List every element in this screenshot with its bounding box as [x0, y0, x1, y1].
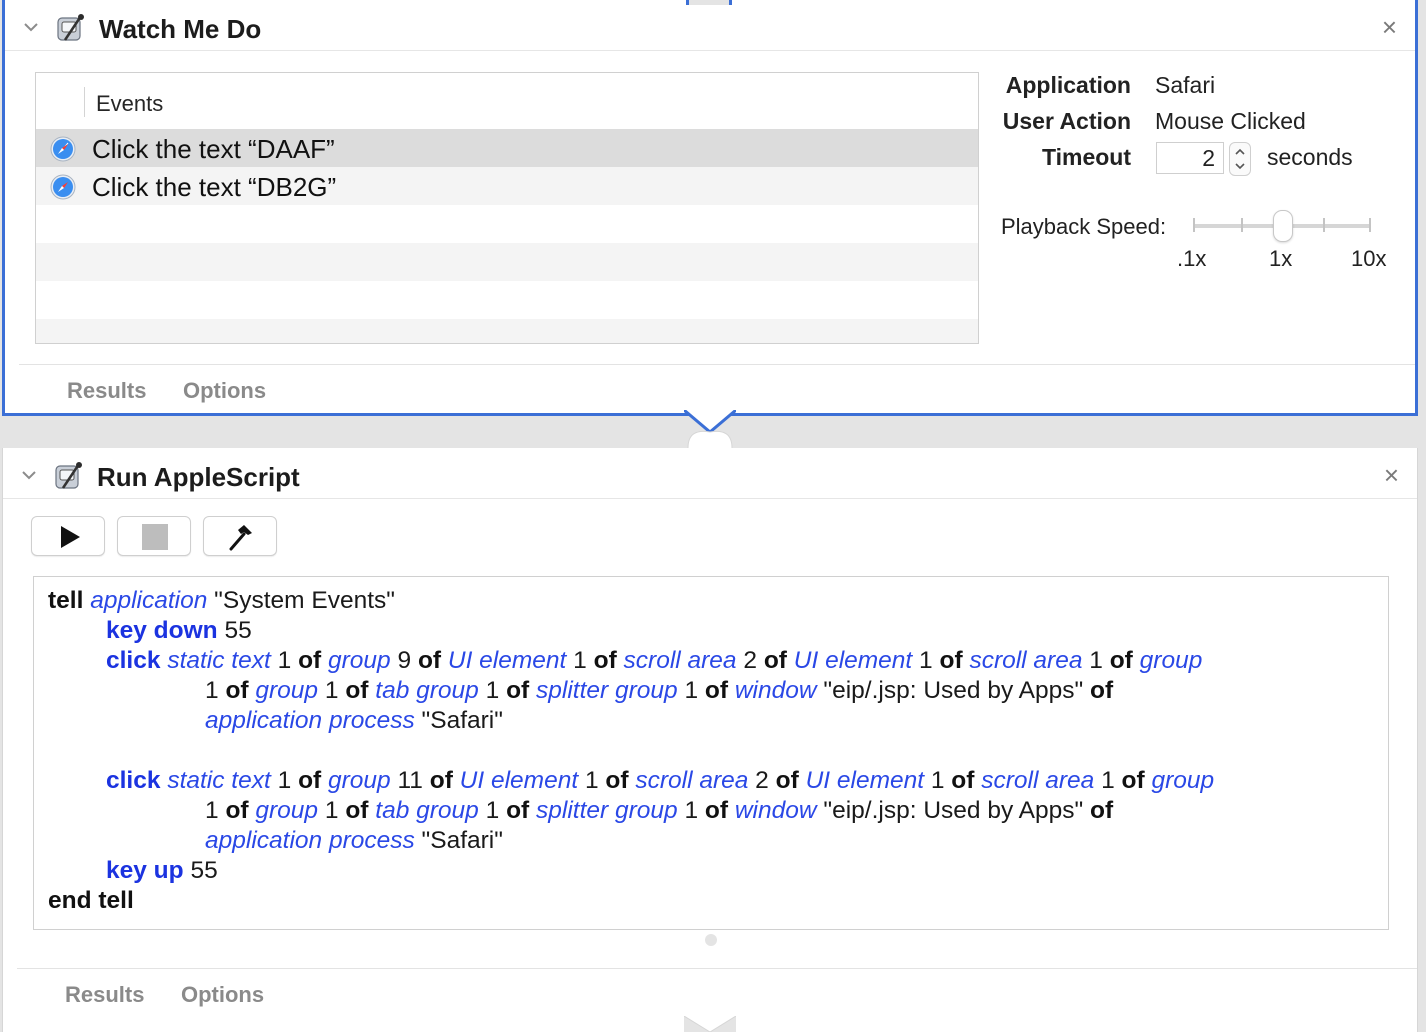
event-label: Click the text “DB2G” — [92, 172, 337, 202]
footer-divider — [17, 968, 1417, 969]
automator-robot-icon — [55, 12, 87, 44]
events-header-label: Events — [96, 91, 164, 116]
stop-button[interactable] — [117, 516, 191, 556]
code-line: click static text 1 of group 9 of UI element 1 of scroll area 2 of UI element 1 of scroll area 1 of group — [106, 647, 1203, 674]
application-label: Application — [1005, 72, 1131, 98]
action-footer — [5, 364, 1415, 412]
empty-row — [36, 205, 978, 243]
code-line: application process "Safari" — [205, 707, 503, 734]
action-connector — [684, 1016, 736, 1032]
timeout-unit: seconds — [1267, 144, 1353, 170]
action-header — [3, 448, 1417, 504]
event-properties — [1001, 70, 1401, 178]
timeout-row — [1001, 142, 1401, 178]
compile-hammer-icon — [226, 523, 256, 551]
footer-divider — [19, 364, 1415, 365]
safari-icon — [50, 136, 76, 162]
action-title: Watch Me Do — [99, 14, 262, 44]
event-label: Click the text “DAAF” — [92, 134, 335, 164]
application-value: Safari — [1155, 72, 1216, 98]
close-icon[interactable]: × — [1383, 460, 1399, 490]
event-row[interactable] — [36, 167, 978, 205]
timeout-field[interactable]: 2 — [1156, 142, 1224, 174]
results-tab[interactable]: Results — [67, 378, 147, 403]
speed-mid-label: 1x — [1269, 246, 1293, 271]
speed-max-label: 10x — [1351, 246, 1387, 271]
speed-min-label: .1x — [1177, 246, 1207, 271]
header-divider — [3, 498, 1417, 499]
code-line: end tell — [48, 887, 134, 914]
code-line: 1 of group 1 of tab group 1 of splitter group 1 of window "eip/.jsp: Used by Apps" of — [205, 797, 1114, 824]
run-applescript-action[interactable] — [2, 448, 1418, 1032]
empty-row — [36, 281, 978, 319]
action-header — [5, 0, 1415, 56]
code-line: application process "Safari" — [205, 827, 503, 854]
playback-speed-thumb[interactable] — [1273, 210, 1293, 242]
timeout-stepper[interactable] — [1229, 142, 1251, 176]
empty-row — [36, 243, 978, 281]
events-table[interactable] — [35, 72, 979, 344]
stop-icon — [140, 523, 170, 551]
slider-tick — [1369, 218, 1371, 232]
chevron-up-icon[interactable] — [1234, 147, 1246, 157]
run-button[interactable] — [31, 516, 105, 556]
options-tab[interactable]: Options — [183, 378, 267, 403]
safari-icon — [50, 174, 76, 200]
action-connector — [684, 410, 736, 448]
applescript-editor[interactable] — [33, 576, 1389, 930]
chevron-down-icon[interactable] — [1234, 161, 1246, 171]
code-line: key up 55 — [106, 857, 218, 884]
application-row — [1001, 70, 1401, 106]
results-tab[interactable]: Results — [65, 982, 145, 1007]
timeout-label: Timeout — [1041, 144, 1131, 170]
top-connector-gap — [686, 0, 732, 5]
chevron-down-icon[interactable] — [22, 18, 40, 36]
playback-speed-label: Playback Speed: — [1001, 214, 1167, 239]
code-line: 1 of group 1 of tab group 1 of splitter group 1 of window "eip/.jsp: Used by Apps" of — [205, 677, 1114, 704]
code-line: tell application "System Events" — [48, 587, 395, 614]
column-separator — [84, 87, 85, 117]
automator-robot-icon — [53, 460, 85, 492]
slider-tick — [1241, 218, 1243, 232]
chevron-down-icon[interactable] — [20, 466, 38, 484]
close-icon[interactable]: × — [1381, 12, 1397, 42]
event-row[interactable] — [36, 129, 978, 167]
slider-tick — [1323, 218, 1325, 232]
code-line: key down 55 — [106, 617, 252, 644]
events-column-header[interactable] — [36, 73, 978, 129]
user-action-label: User Action — [1002, 108, 1131, 134]
run-icon — [54, 523, 84, 551]
code-line: click static text 1 of group 11 of UI element 1 of scroll area 2 of UI element 1 of scroll area 1 of group — [106, 767, 1215, 794]
action-footer — [3, 968, 1417, 1016]
user-action-row — [1001, 106, 1401, 142]
resize-handle[interactable] — [705, 934, 717, 946]
user-action-value: Mouse Clicked — [1155, 108, 1306, 134]
empty-row — [36, 319, 978, 344]
slider-tick — [1193, 218, 1195, 232]
watch-me-do-action[interactable] — [2, 0, 1418, 416]
options-tab[interactable]: Options — [181, 982, 265, 1007]
action-title: Run AppleScript — [97, 462, 300, 492]
compile-button[interactable] — [203, 516, 277, 556]
header-divider — [5, 50, 1415, 51]
